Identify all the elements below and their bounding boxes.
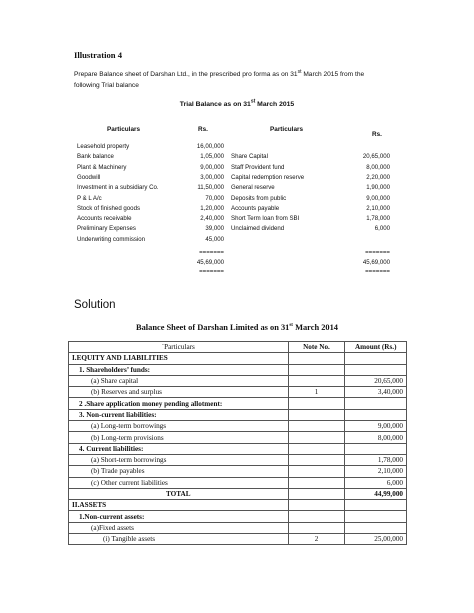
row-particulars: (i) Tangible assets — [69, 534, 289, 545]
row-particulars: (a) Share capital — [69, 375, 289, 386]
row-amount: 6,000 — [345, 477, 407, 488]
tb-credit-amount: 2,10,000 — [366, 204, 390, 212]
balance-sheet-header-row — [69, 342, 407, 353]
row-note — [288, 432, 345, 443]
row-note — [288, 477, 345, 488]
tb-credit-label: Deposits from public — [231, 194, 287, 202]
table-row — [69, 353, 407, 364]
row-note — [288, 353, 345, 364]
row-note — [288, 511, 345, 522]
table-row — [69, 443, 407, 454]
intro-line-1-text: Prepare Balance sheet of Darshan Ltd., in the prescribed pro forma as on 31 — [74, 71, 298, 78]
table-row — [69, 534, 407, 545]
row-amount: 44,99,000 — [345, 488, 407, 499]
tb-debit-amount: 3,00,000 — [200, 173, 224, 181]
row-note — [288, 454, 345, 465]
row-note — [288, 522, 345, 533]
tb-debit-label: Plant & Machinery — [77, 163, 127, 171]
row-note — [288, 421, 345, 432]
table-row — [69, 432, 407, 443]
row-note — [288, 443, 345, 454]
row-particulars: (b) Long-term provisions — [69, 432, 289, 443]
row-amount — [345, 500, 407, 511]
tb-credit-label: Capital redemption reserve — [231, 173, 305, 181]
row-note — [288, 500, 345, 511]
row-note — [288, 466, 345, 477]
tb-credit-amount: 2,20,000 — [366, 173, 390, 181]
trial-heading-sup: st — [250, 98, 256, 105]
row-particulars: (c) Other current liabilities — [69, 477, 289, 488]
row-note — [288, 364, 345, 375]
intro-line-1 — [74, 68, 365, 78]
tb-header-rs-right: Rs. — [372, 131, 382, 138]
tb-debit-amount: 70,000 — [205, 194, 224, 202]
row-particulars: (a)Fixed assets — [69, 522, 289, 533]
tb-debit-label: Bank balance — [77, 153, 114, 161]
intro-line-1-tail: March 2015 from the — [301, 71, 365, 78]
row-amount — [345, 353, 407, 364]
row-particulars: (a) Long-term borrowings — [69, 421, 289, 432]
tb-debit-amount: 45,000 — [205, 235, 224, 243]
tb-debit-label: Goodwill — [77, 173, 101, 181]
tb-debit-label: Leasehold property — [77, 143, 130, 150]
row-amount — [345, 522, 407, 533]
header-particulars: `Particulars — [69, 342, 289, 353]
trial-balance-heading — [0, 98, 474, 108]
row-amount: 3,40,000 — [345, 387, 407, 398]
tb-debit-amount: 2,40,000 — [200, 215, 224, 223]
tb-separator-left-1: ======= — [199, 249, 224, 256]
table-row — [69, 364, 407, 375]
row-particulars: (b) Reserves and surplus — [69, 387, 289, 398]
tb-total-right: 45,69,000 — [362, 259, 390, 266]
bs-heading-tail: March 2014 — [292, 323, 338, 332]
tb-separator-right-2: ======= — [365, 268, 390, 275]
tb-header-particulars-right: Particulars — [270, 126, 304, 133]
row-particulars: I.EQUITY AND LIABILITIES — [69, 353, 289, 364]
tb-credit-label: Accounts payable — [231, 204, 280, 212]
tb-header-particulars-left: Particulars — [107, 126, 141, 133]
row-particulars: TOTAL — [69, 488, 289, 499]
table-row — [69, 409, 407, 420]
trial-heading-text: Trial Balance as on 31 — [179, 101, 251, 108]
row-amount: 8,00,000 — [345, 432, 407, 443]
tb-debit-label: Investment in a subsidiary Co. — [77, 184, 159, 192]
row-note — [288, 375, 345, 386]
tb-credit-label: Unclaimed dividend — [231, 225, 285, 233]
table-row — [69, 488, 407, 499]
illustration-title: Illustration 4 — [74, 50, 122, 60]
balance-sheet-heading — [0, 323, 474, 332]
tb-credit-amount: 1,78,000 — [366, 215, 390, 223]
row-amount: 25,00,000 — [345, 534, 407, 545]
row-amount — [345, 443, 407, 454]
tb-debit-amount: 1,20,000 — [200, 204, 224, 212]
tb-credit-label: Short Term loan from SBI — [231, 215, 300, 223]
row-amount: 1,78,000 — [345, 454, 407, 465]
table-row — [69, 522, 407, 533]
row-note: 2 — [288, 534, 345, 545]
balance-sheet-body — [69, 353, 407, 545]
tb-credit-label: Share Capital — [231, 153, 268, 161]
table-row — [69, 398, 407, 409]
row-note — [288, 398, 345, 409]
tb-debit-amount: 11,50,000 — [197, 184, 224, 192]
row-amount: 2,10,000 — [345, 466, 407, 477]
tb-debit-amount: 9,00,000 — [200, 163, 224, 171]
tb-debit-label: Underwriting commission — [77, 235, 146, 243]
row-amount — [345, 511, 407, 522]
tb-debit-amount: 1,05,000 — [200, 153, 224, 161]
tb-credit-amount: 8,00,000 — [366, 163, 390, 171]
row-amount — [345, 364, 407, 375]
tb-debit-amount: 16,00,000 — [196, 143, 224, 150]
row-particulars: II.ASSETS — [69, 500, 289, 511]
solution-title: Solution — [74, 299, 116, 311]
bs-heading-sup: st — [289, 323, 293, 329]
table-row — [69, 466, 407, 477]
tb-header-rs-left: Rs. — [198, 126, 208, 133]
row-particulars: 1.Non-current assets: — [69, 511, 289, 522]
table-row — [69, 387, 407, 398]
row-amount — [345, 398, 407, 409]
row-particulars: 3. Non-current liabilities: — [69, 409, 289, 420]
table-row — [69, 477, 407, 488]
tb-credit-amount: 6,000 — [374, 225, 390, 233]
header-note: Note No. — [288, 342, 345, 353]
tb-debit-label: Stock of finished goods — [77, 204, 141, 212]
tb-debit-label: Preliminary Expenses — [77, 225, 136, 233]
tb-credit-label: Staff Provident fund — [231, 163, 285, 171]
row-particulars: 2 .Share application money pending allotment: — [69, 398, 289, 409]
tb-credit-label: General reserve — [231, 184, 275, 192]
tb-credit-amount: 20,65,000 — [362, 153, 390, 161]
row-particulars: (b) Trade payables — [69, 466, 289, 477]
table-row — [69, 511, 407, 522]
table-row — [69, 375, 407, 386]
tb-debit-amount: 39,000 — [205, 225, 224, 233]
row-amount: 20,65,000 — [345, 375, 407, 386]
tb-debit-label: Accounts receivable — [77, 215, 132, 223]
table-row — [69, 421, 407, 432]
row-note — [288, 488, 345, 499]
row-note — [288, 409, 345, 420]
table-row — [69, 500, 407, 511]
tb-credit-amount: 1,90,000 — [366, 184, 390, 192]
row-particulars: 1. Shareholders’ funds: — [69, 364, 289, 375]
row-particulars: (a) Short-term borrowings — [69, 454, 289, 465]
intro-line-2: following Trial balance — [74, 82, 139, 89]
row-amount: 9,00,000 — [345, 421, 407, 432]
bs-heading-text: Balance Sheet of Darshan Limited as on 31 — [136, 323, 290, 332]
row-note: 1 — [288, 387, 345, 398]
tb-separator-right-1: ======= — [365, 249, 390, 256]
table-row — [69, 454, 407, 465]
row-amount — [345, 409, 407, 420]
header-amount: Amount (Rs.) — [345, 342, 407, 353]
trial-heading-tail: March 2015 — [255, 101, 295, 108]
tb-credit-amount: 9,00,000 — [366, 194, 390, 202]
intro-line-1-sup: st — [297, 68, 302, 75]
tb-separator-left-2: ======= — [199, 268, 224, 275]
balance-sheet-table — [68, 341, 407, 545]
tb-total-left: 45,69,000 — [196, 259, 224, 266]
row-particulars: 4. Current liabilities: — [69, 443, 289, 454]
tb-debit-label: P & L A/c — [77, 194, 102, 202]
